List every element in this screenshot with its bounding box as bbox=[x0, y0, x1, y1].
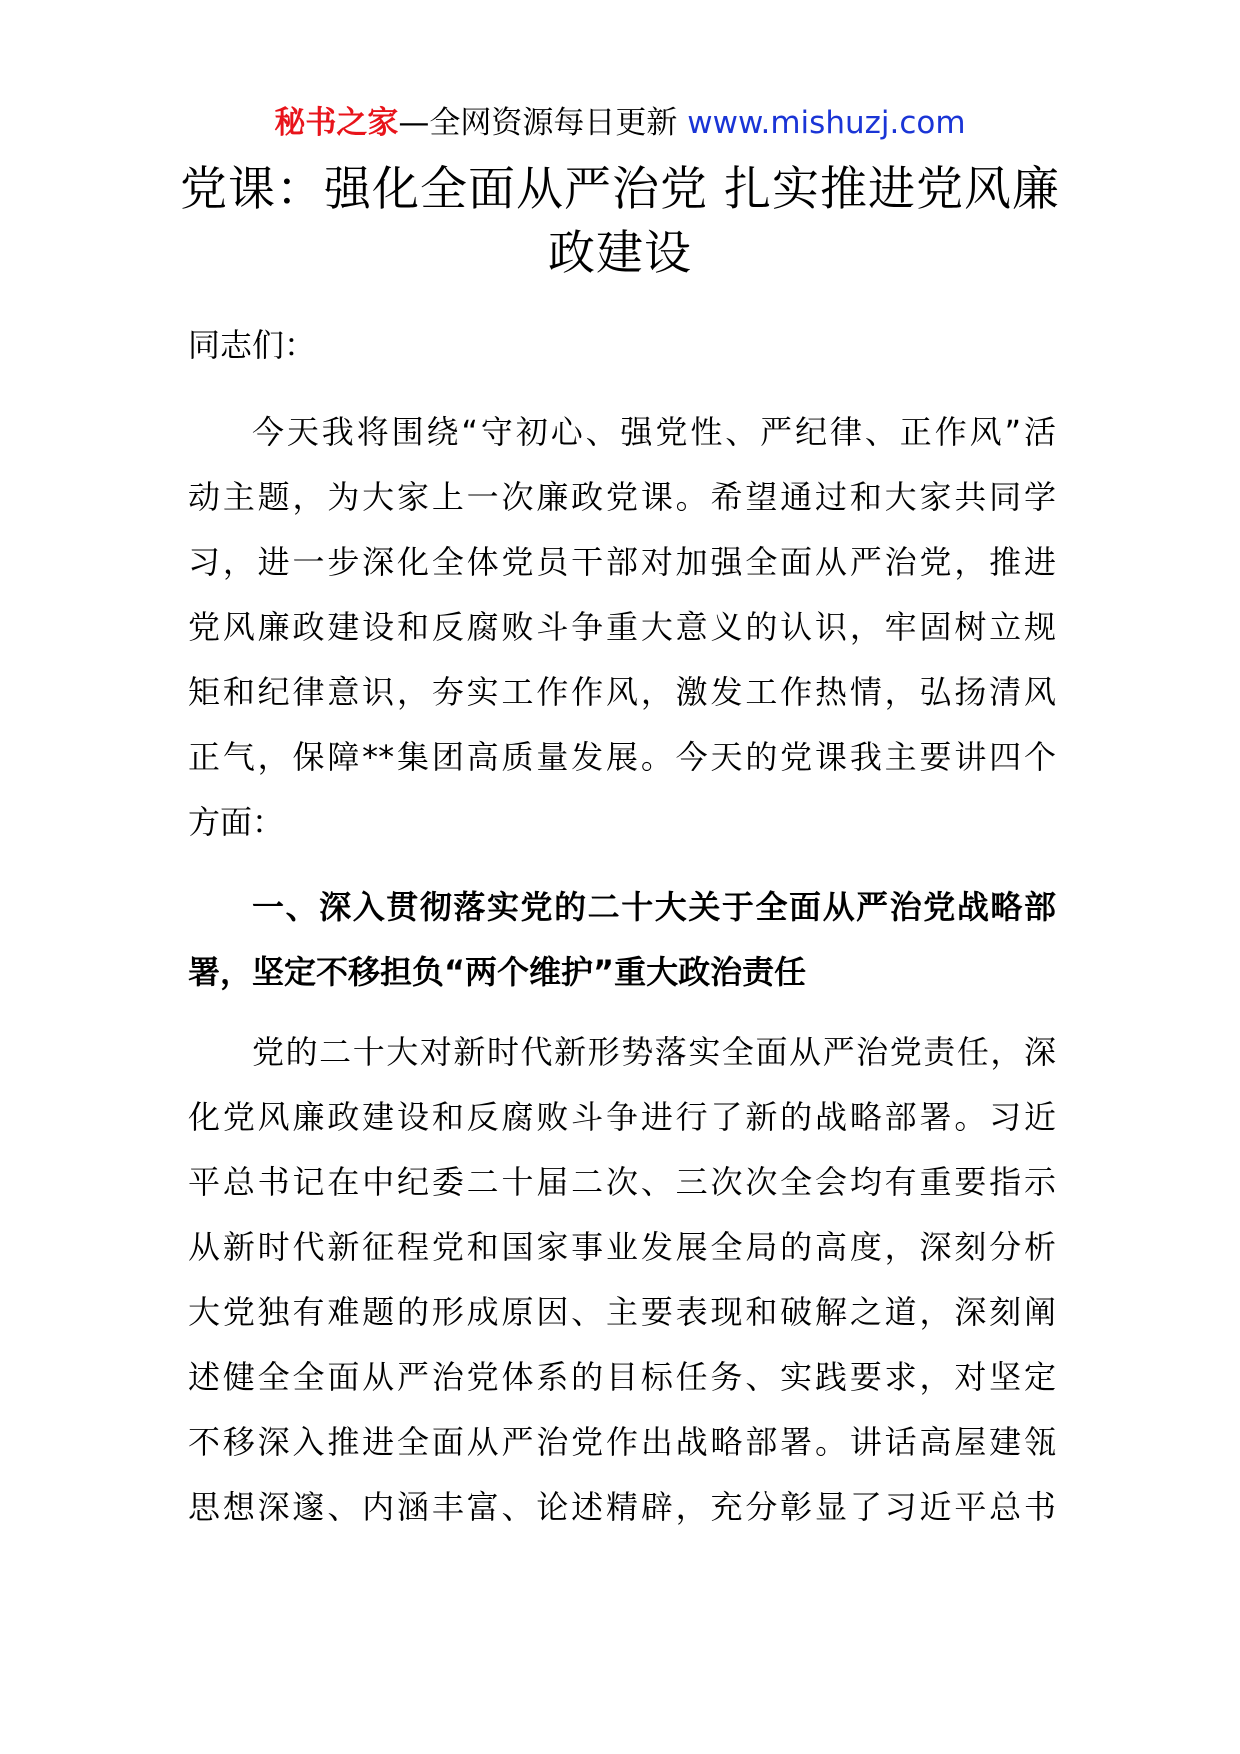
section-heading-1 bbox=[188, 875, 1056, 1005]
title-line: 政建设 bbox=[548, 226, 692, 281]
paragraph-line: 化党风廉政建设和反腐败斗争进行了新的战略部署。习近 bbox=[188, 1098, 1056, 1136]
paragraph-line: 方面： bbox=[188, 803, 285, 841]
paragraph-line: 从新时代新征程党和国家事业发展全局的高度，深刻分析 bbox=[188, 1228, 1056, 1266]
brand-name: 秘书之家 bbox=[274, 105, 399, 141]
paragraph-line: 今天我将围绕“守初心、强党性、严纪律、正作风”活 bbox=[252, 413, 1056, 451]
paragraph-line: 平总书记在中纪委二十届二次、三次次全会均有重要指示 bbox=[188, 1163, 1056, 1201]
paragraph-line: 矩和纪律意识，夯实工作作风，激发工作热情，弘扬清风 bbox=[188, 673, 1056, 711]
paragraph-line: 大党独有难题的形成原因、主要表现和破解之道，深刻阐 bbox=[188, 1293, 1056, 1331]
paragraph-line: 述健全全面从严治党体系的目标任务、实践要求，对坚定 bbox=[188, 1358, 1056, 1396]
paragraph-line: 党的二十大对新时代新形势落实全面从严治党责任，深 bbox=[252, 1033, 1056, 1071]
heading-line: 署，坚定不移担负“两个维护”重大政治责任 bbox=[188, 953, 807, 991]
paragraph-line: 不移深入推进全面从严治党作出战略部署。讲话高屋建瓴 bbox=[188, 1423, 1056, 1461]
body-paragraph bbox=[188, 1020, 1056, 1540]
header-tagline: —全网资源每日更新 bbox=[398, 105, 688, 141]
paragraph-line: 党风廉政建设和反腐败斗争重大意义的认识，牢固树立规 bbox=[188, 608, 1056, 646]
site-url-link[interactable]: www.mishuzj.com bbox=[687, 105, 966, 141]
salutation: 同志们： bbox=[188, 326, 317, 364]
site-header bbox=[0, 101, 1240, 145]
document-title bbox=[160, 158, 1080, 286]
paragraph-line: 正气，保障**集团高质量发展。今天的党课我主要讲四个 bbox=[188, 738, 1056, 776]
heading-line: 一、深入贯彻落实党的二十大关于全面从严治党战略部 bbox=[252, 888, 1056, 926]
title-line: 党课：强化全面从严治党 扎实推进党风廉 bbox=[180, 162, 1060, 217]
paragraph-line: 动主题，为大家上一次廉政党课。希望通过和大家共同学 bbox=[188, 478, 1056, 516]
paragraph-line: 习，进一步深化全体党员干部对加强全面从严治党，推进 bbox=[188, 543, 1056, 581]
intro-paragraph bbox=[188, 400, 1056, 855]
paragraph-line: 思想深邃、内涵丰富、论述精辟，充分彰显了习近平总书 bbox=[188, 1488, 1056, 1526]
